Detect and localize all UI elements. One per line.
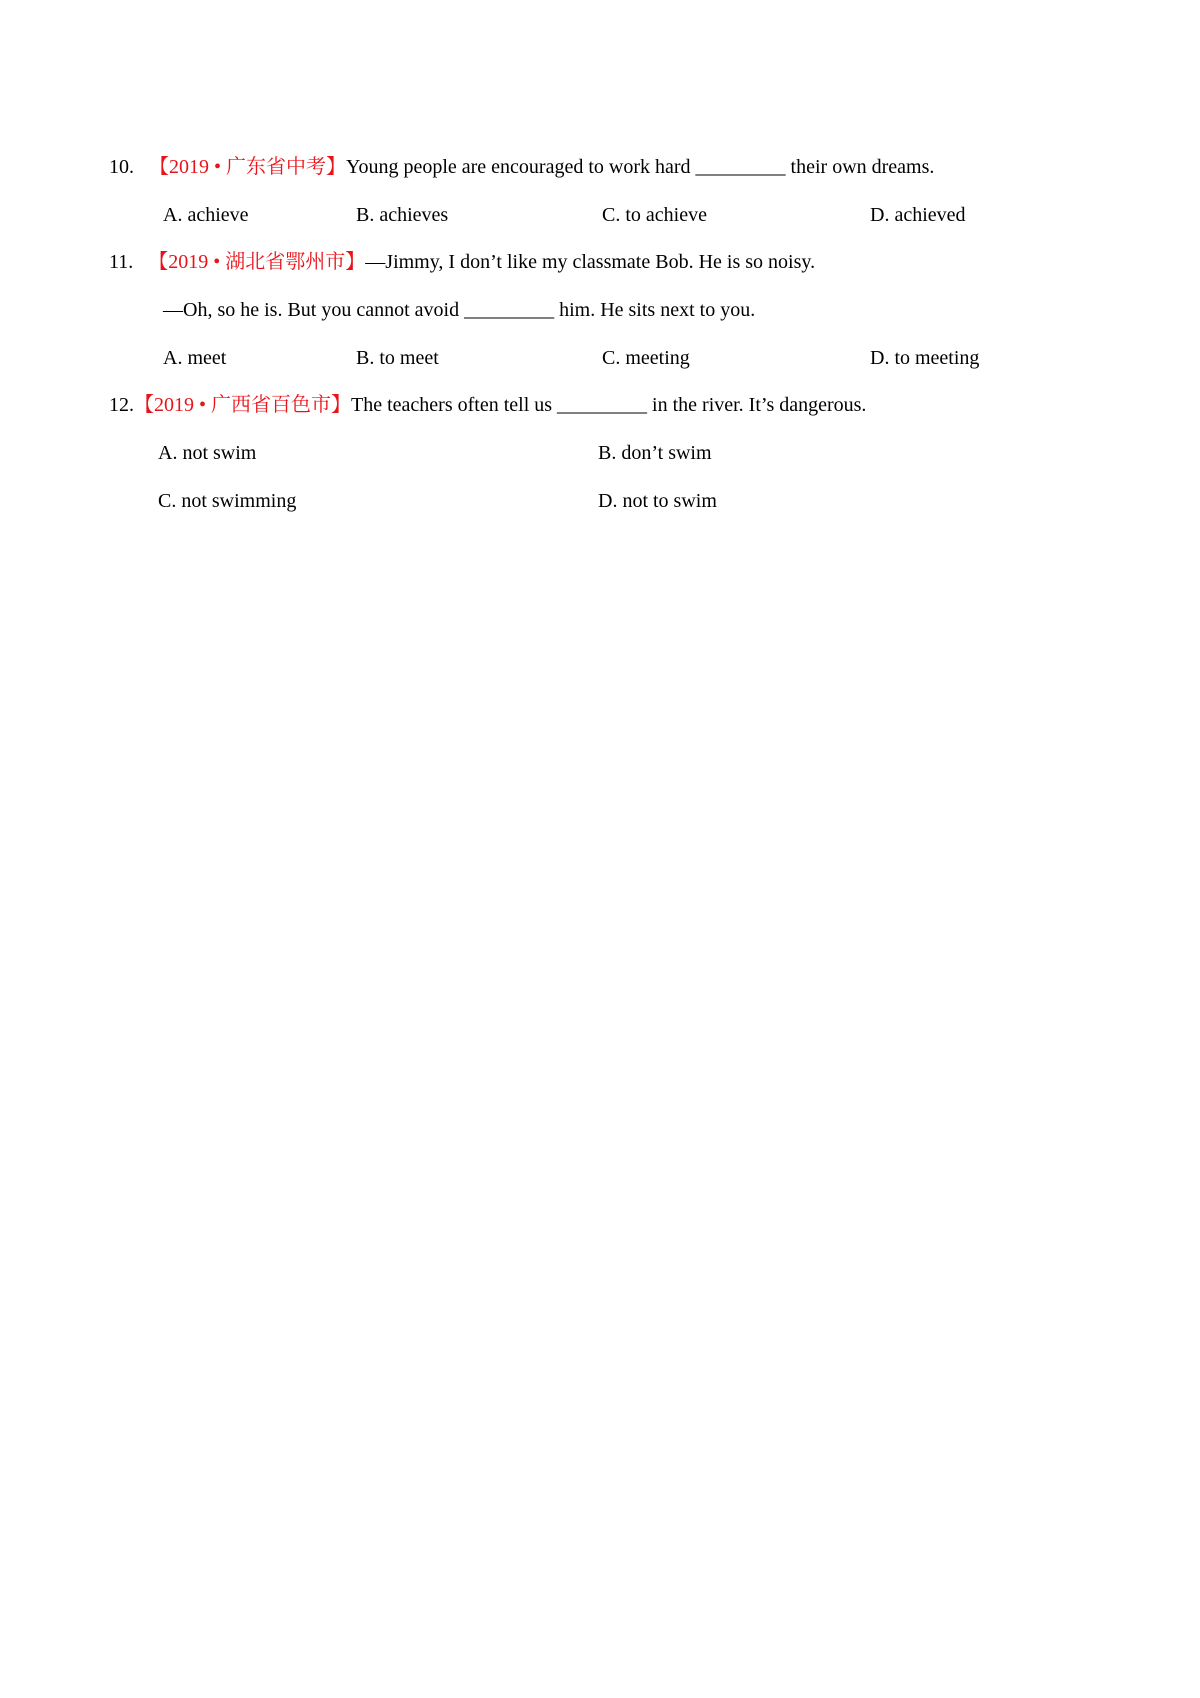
question-11 [109,252,815,276]
option-d: D. achieved [870,204,966,226]
option-d: D. to meeting [870,347,980,369]
option-b: B. achieves [356,204,449,226]
question-number: 10. [109,156,134,178]
option-c: C. not swimming [158,490,297,512]
question-source: 【2019 • 广西省百色市】 [134,394,352,416]
question-number: 12. [109,394,134,416]
question-12 [109,395,866,419]
option-b: B. to meet [356,347,439,369]
option-a: A. meet [163,347,227,369]
option-c: C. meeting [602,347,690,369]
question-stem: —Jimmy, I don’t like my classmate Bob. He is so noisy. [365,251,816,273]
question-stem-continued: —Oh, so he is. But you cannot avoid _________ him. He sits next to you. [163,299,756,321]
question-stem: The teachers often tell us _________ in the river. It’s dangerous. [351,394,867,416]
option-a: A. achieve [163,204,249,226]
option-b: B. don’t swim [598,442,712,464]
question-stem: Young people are encouraged to work hard _________ their own dreams. [346,156,935,178]
question-11-reply [163,300,755,324]
question-number: 11. [109,251,134,273]
option-c: C. to achieve [602,204,707,226]
question-source: 【2019 • 湖北省鄂州市】 [148,251,366,273]
option-a: A. not swim [158,442,257,464]
option-d: D. not to swim [598,490,717,512]
question-source: 【2019 • 广东省中考】 [149,156,347,178]
question-10 [109,157,934,181]
